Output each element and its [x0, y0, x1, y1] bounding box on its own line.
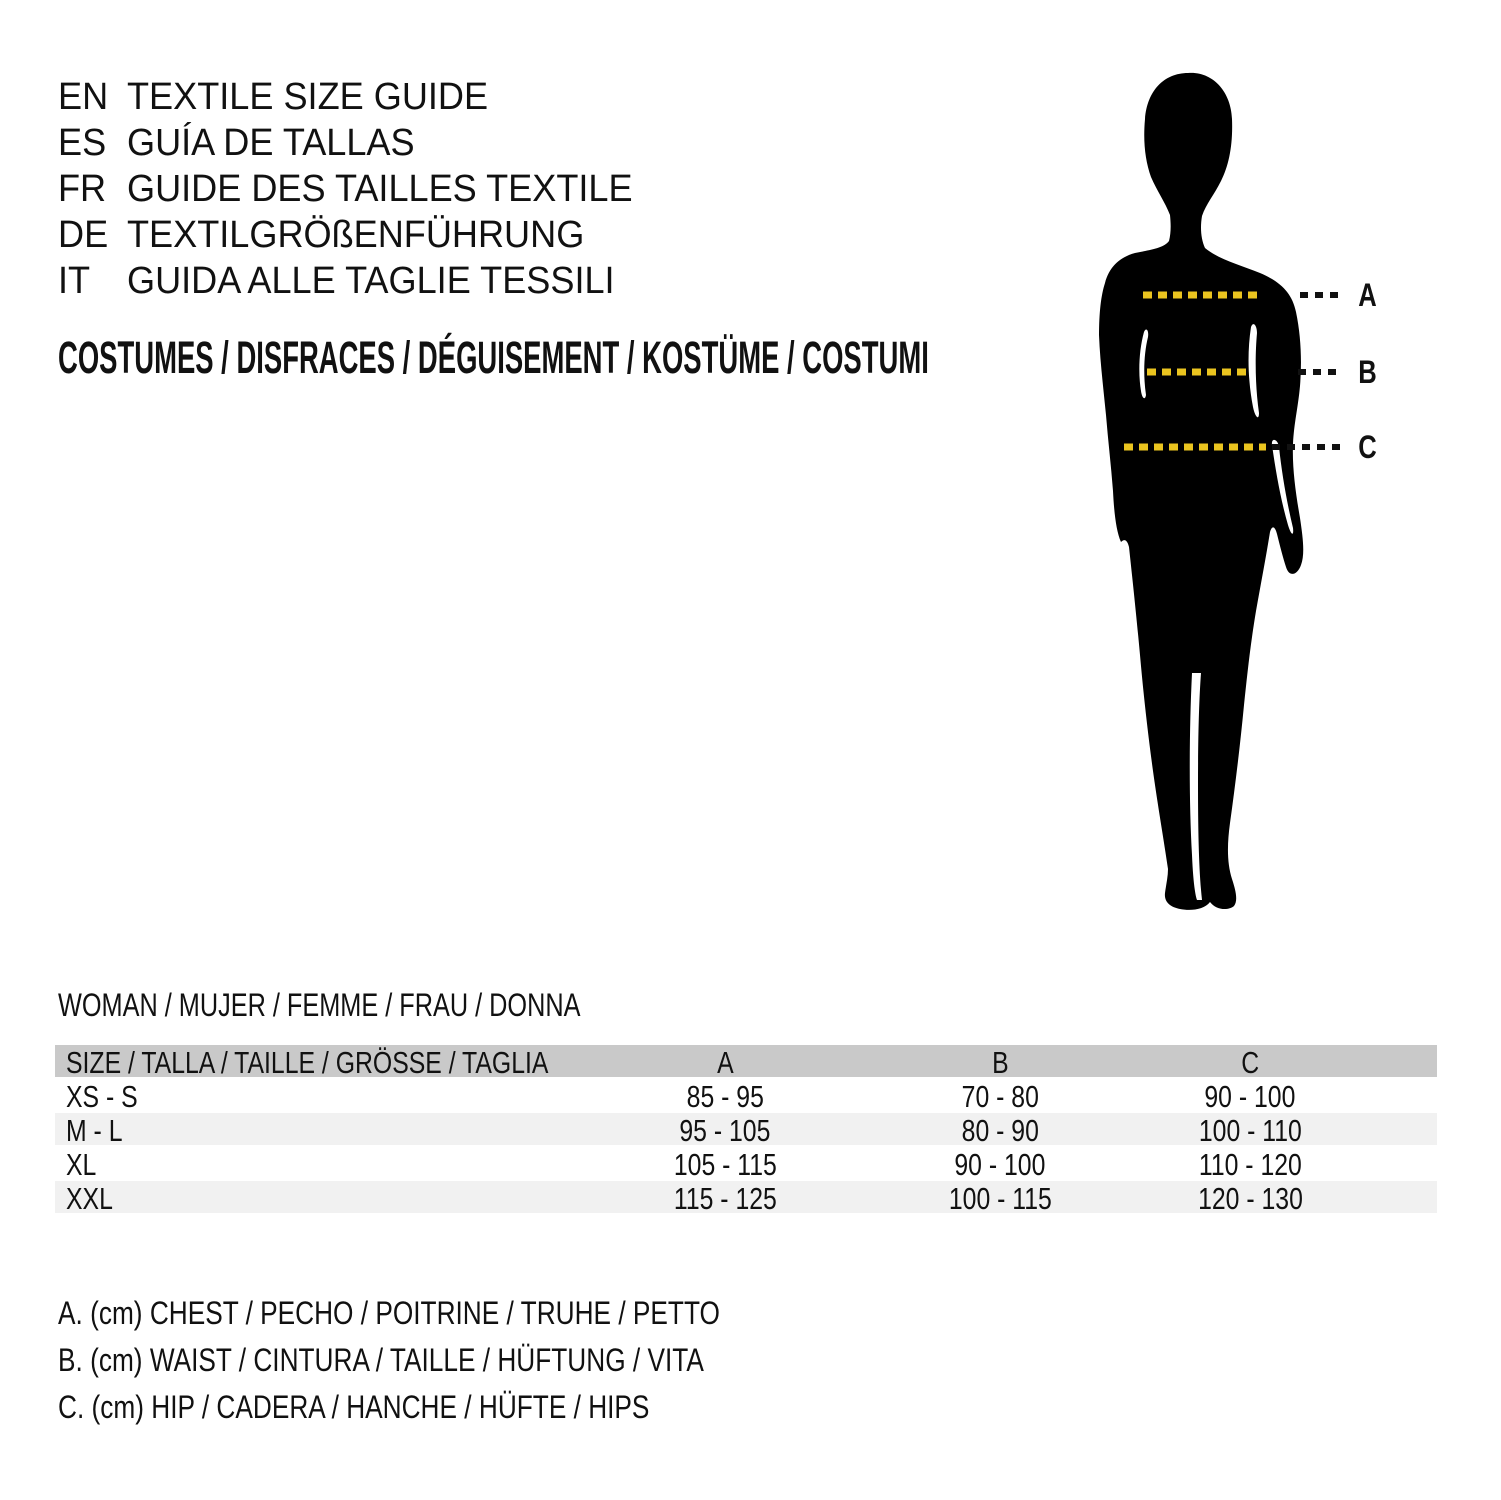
language-code: DE — [58, 213, 109, 256]
size-cell: XL — [66, 1147, 97, 1182]
size-header-cell: SIZE / TALLA / TAILLE / GRÖSSE / TAGLIA — [66, 1045, 549, 1080]
woman-silhouette-svg — [1050, 55, 1450, 925]
value-cell-b: 80 - 90 — [961, 1113, 1039, 1148]
legend-line-waist: B. (cm) WAIST / CINTURA / TAILLE / HÜFTUNG / VITA — [58, 1342, 704, 1378]
legend-line-chest: A. (cm) CHEST / PECHO / POITRINE / TRUHE / PETTO — [58, 1295, 720, 1331]
value-cell-b: 100 - 115 — [948, 1181, 1052, 1216]
value-cell-a: 105 - 115 — [673, 1147, 777, 1182]
value-cell-c: 110 - 120 — [1198, 1147, 1302, 1182]
table-row-m-l — [55, 1113, 1437, 1147]
value-cell-a: 85 - 95 — [686, 1079, 764, 1114]
size-cell: M - L — [66, 1113, 123, 1148]
value-cell-c: 100 - 110 — [1198, 1113, 1302, 1148]
language-row-en — [58, 74, 659, 120]
language-code: EN — [58, 75, 109, 118]
language-code: FR — [58, 167, 107, 210]
language-row-fr — [58, 166, 659, 212]
table-row-xxl — [55, 1181, 1437, 1215]
silhouette-body — [1099, 73, 1303, 910]
size-cell: XS - S — [66, 1079, 138, 1114]
column-header-c: C — [1241, 1045, 1259, 1080]
language-label: GUÍA DE TALLAS — [127, 121, 415, 164]
value-cell-c: 90 - 100 — [1204, 1079, 1296, 1114]
value-cell-b: 70 - 80 — [961, 1079, 1039, 1114]
value-cell-a: 115 - 125 — [673, 1181, 777, 1216]
language-code: IT — [58, 259, 91, 302]
language-label: GUIDE DES TAILLES TEXTILE — [127, 167, 633, 210]
legend-line-hip: C. (cm) HIP / CADERA / HANCHE / HÜFTE / HIPS — [58, 1389, 650, 1425]
size-cell: XXL — [66, 1181, 113, 1216]
language-row-it — [58, 258, 659, 304]
woman-silhouette-figure — [1050, 55, 1501, 925]
value-cell-c: 120 - 130 — [1197, 1181, 1303, 1216]
language-label: TEXTILGRÖßENFÜHRUNG — [127, 213, 585, 256]
column-header-a: A — [716, 1045, 734, 1080]
language-row-es — [58, 120, 659, 166]
column-header-b: B — [991, 1045, 1009, 1080]
category-title: COSTUMES / DISFRACES / DÉGUISEMENT / KOSTÜME / COSTUMI — [58, 332, 929, 383]
language-row-de — [58, 212, 659, 258]
section-title-woman: WOMAN / MUJER / FEMME / FRAU / DONNA — [58, 987, 581, 1023]
language-label: GUIDA ALLE TAGLIE TESSILI — [127, 259, 615, 302]
value-cell-a: 95 - 105 — [679, 1113, 771, 1148]
language-label: TEXTILE SIZE GUIDE — [127, 75, 489, 118]
size-table — [55, 1045, 1437, 1215]
value-cell-b: 90 - 100 — [954, 1147, 1046, 1182]
language-list — [58, 74, 659, 304]
size-table-header-row — [55, 1045, 1437, 1079]
measure-label-a: A — [1358, 277, 1377, 313]
language-code: ES — [58, 121, 107, 164]
measure-label-b: B — [1358, 354, 1377, 390]
measurement-legend — [58, 1290, 865, 1431]
table-row-xs-s — [55, 1079, 1437, 1113]
measure-label-c: C — [1358, 429, 1377, 465]
table-row-xl — [55, 1147, 1437, 1181]
